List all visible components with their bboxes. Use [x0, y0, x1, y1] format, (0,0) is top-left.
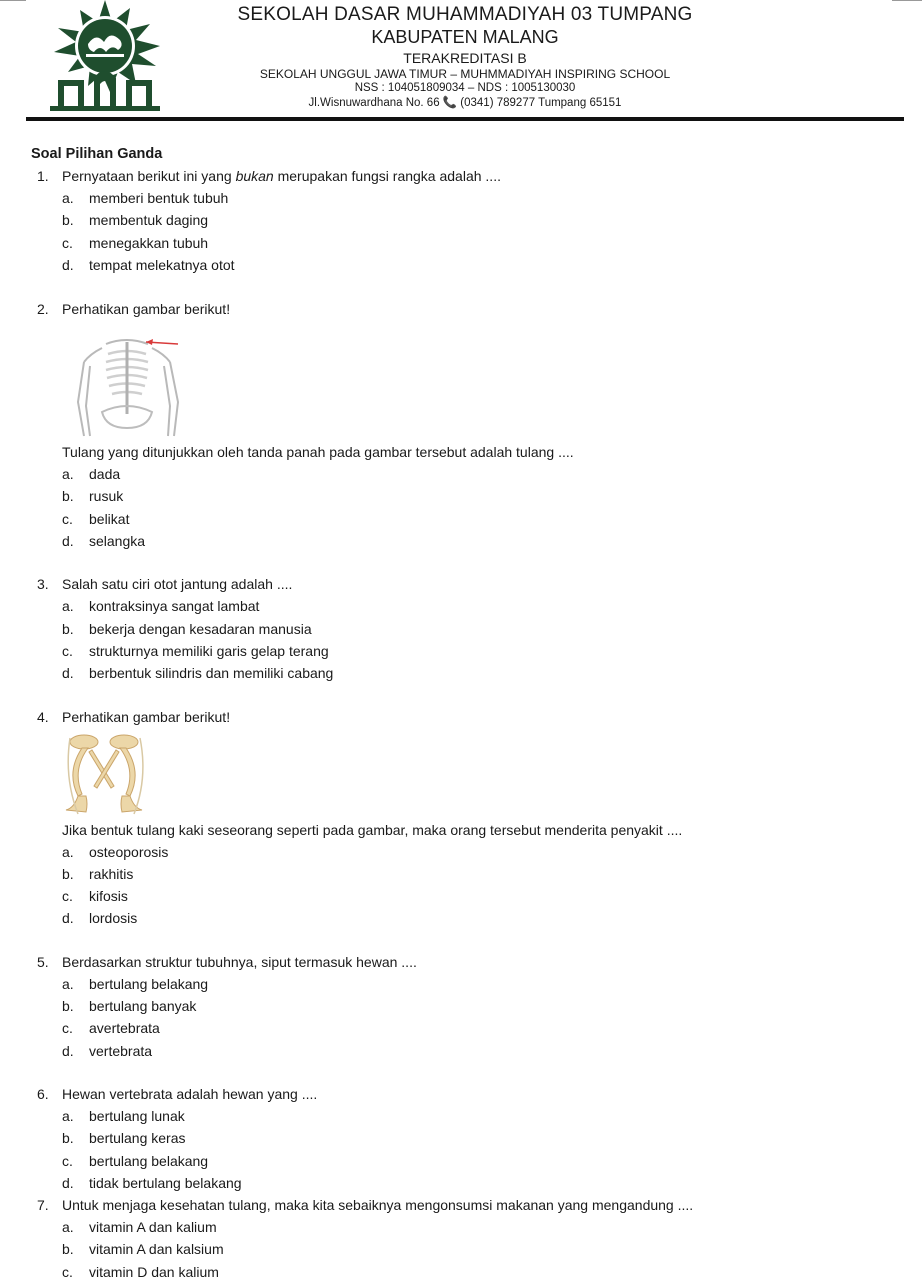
option-b: b. membentuk daging: [62, 212, 209, 229]
option-a: a. bertulang lunak: [62, 1107, 185, 1124]
question-1: [28, 165, 908, 276]
option-c: c. bertulang belakang: [62, 1152, 209, 1169]
option-c: c. kifosis: [62, 888, 128, 905]
question-stem: Hewan vertebrata adalah hewan yang ....: [62, 1085, 318, 1102]
option-a: a. memberi bentuk tubuh: [62, 190, 229, 206]
answer-options: [62, 1105, 908, 1194]
answer-options: [62, 973, 908, 1062]
answer-options: [62, 1216, 908, 1283]
option-a: a. kontraksinya sangat lambat: [62, 598, 260, 615]
option-b: b. bertulang keras: [62, 1130, 186, 1147]
question-subtext: Jika bentuk tulang kaki seseorang seperti pada gambar, maka orang tersebut menderita penyakit ....: [62, 821, 683, 838]
question-number: 4.: [37, 708, 49, 725]
question-5: [28, 951, 908, 1062]
accreditation: TERAKREDITASI B: [403, 50, 527, 66]
school-ids: NSS : 104051809034 – NDS : 1005130030: [354, 82, 576, 94]
answer-options: [62, 463, 908, 552]
regency: KABUPATEN MALANG: [371, 27, 559, 47]
option-b: b. rakhitis: [62, 865, 134, 882]
question-number: 5.: [37, 953, 49, 970]
option-c: c. vitamin D dan kalium: [62, 1263, 219, 1280]
question-4: [28, 706, 908, 930]
option-b: b. rusuk: [62, 488, 124, 505]
question-3: [28, 573, 908, 684]
muhammadiyah-logo: [40, 0, 170, 112]
skeleton-upper-body-icon: [62, 320, 908, 441]
tagline: SEKOLAH UNGGUL JAWA TIMUR – MUHMMADIYAH INSPIRING SCHOOL: [259, 67, 671, 81]
header-divider: [26, 117, 904, 121]
question-stem: Perhatikan gambar berikut!: [62, 708, 231, 725]
option-d: d. tempat melekatnya otot: [62, 256, 235, 273]
question-number: 6.: [37, 1085, 49, 1102]
school-name: SEKOLAH DASAR MUHAMMADIYAH 03 TUMPANG: [237, 4, 693, 25]
option-b: b. vitamin A dan kalsium: [62, 1241, 224, 1258]
question-stem: Salah satu ciri otot jantung adalah ....: [62, 576, 293, 593]
question-number: 7.: [37, 1197, 49, 1214]
option-a: a. bertulang belakang: [62, 975, 209, 992]
top-edge-mark-right: [892, 0, 922, 1]
option-a: a. osteoporosis: [62, 843, 169, 860]
option-d: d. tidak bertulang belakang: [62, 1174, 242, 1191]
option-c: c. strukturnya memiliki garis gelap terang: [62, 642, 329, 659]
answer-options: [62, 841, 908, 930]
question-stem: Pernyataan berikut ini yang bukan merupakan fungsi rangka adalah ....: [62, 168, 501, 184]
question-subtext: Tulang yang ditunjukkan oleh tanda panah pada gambar tersebut adalah tulang ....: [62, 444, 574, 461]
question-6: [28, 1083, 908, 1194]
option-c: c. avertebrata: [62, 1020, 160, 1037]
question-stem: Untuk menjaga kesehatan tulang, maka kita sebaiknya mengonsumsi makanan yang mengandung ....: [62, 1197, 694, 1214]
exam-content: [28, 144, 908, 1283]
option-d: d. selangka: [62, 533, 146, 550]
question-number: 2.: [37, 301, 49, 318]
option-a: a. dada: [62, 466, 121, 483]
address: Jl.Wisnuwardhana No. 66 📞 (0341) 789277 Tumpang 65151: [308, 97, 622, 109]
question-number: 3.: [37, 576, 49, 593]
question-stem: Berdasarkan struktur tubuhnya, siput termasuk hewan ....: [62, 953, 417, 970]
answer-options: [62, 187, 908, 276]
question-2: [28, 298, 908, 552]
question-7: [28, 1194, 908, 1283]
question-stem: Perhatikan gambar berikut!: [62, 301, 231, 318]
option-d: d. vertebrata: [62, 1042, 153, 1059]
bowed-leg-bones-icon: [62, 730, 908, 819]
section-title: Soal Pilihan Ganda: [31, 146, 163, 162]
option-d: d. berbentuk silindris dan memiliki cabang: [62, 665, 334, 682]
letterhead: [190, 4, 740, 111]
answer-options: [62, 595, 908, 684]
option-b: b. bertulang banyak: [62, 998, 197, 1015]
top-edge-mark: [0, 0, 26, 1]
option-a: a. vitamin A dan kalium: [62, 1219, 217, 1236]
option-c: c. menegakkan tubuh: [62, 234, 209, 251]
question-number: 1.: [37, 168, 49, 184]
option-c: c. belikat: [62, 510, 130, 527]
option-b: b. bekerja dengan kesadaran manusia: [62, 620, 312, 637]
option-d: d. lordosis: [62, 910, 138, 927]
